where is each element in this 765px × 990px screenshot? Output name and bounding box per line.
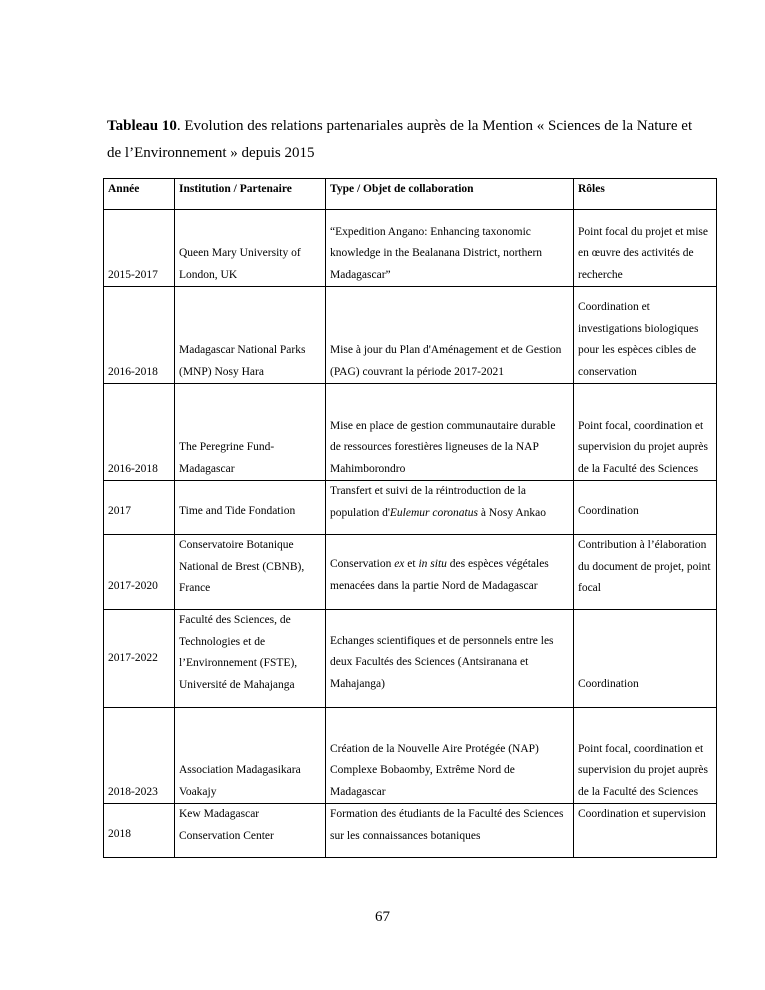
cell-year: 2018 — [104, 804, 175, 858]
cell-collaboration-type — [326, 535, 574, 610]
cell-year: 2016-2018 — [104, 287, 175, 384]
cell-institution: Kew Madagascar Conservation Center — [175, 804, 326, 858]
cell-collaboration-type: Mise à jour du Plan d'Aménagement et de Gestion (PAG) couvrant la période 2017-2021 — [326, 287, 574, 384]
page-number: 67 — [375, 909, 390, 925]
table-caption-label: Tableau 10 — [107, 118, 177, 134]
cell-roles: Point focal du projet et mise en œuvre des activités de recherche — [574, 210, 717, 287]
table-row — [104, 384, 717, 481]
cell-collaboration-type: Mise en place de gestion communautaire durable de ressources forestières ligneuses de la NAP Mahimborondro — [326, 384, 574, 481]
collaboration-type-text: des espèces végétales menacées dans la partie Nord de Madagascar — [330, 558, 549, 592]
table-caption — [107, 113, 707, 167]
cell-institution: Faculté des Sciences, de Technologies et de l’Environnement (FSTE), Université de Mahajanga — [175, 610, 326, 708]
collaboration-type-italic: in situ — [418, 558, 447, 570]
cell-roles: Coordination — [574, 610, 717, 708]
cell-year: 2017 — [104, 481, 175, 535]
partnership-table — [103, 178, 717, 858]
species-name: Eulemur coronatus — [389, 506, 478, 519]
cell-collaboration-type: Formation des étudiants de la Faculté des Sciences sur les connaissances botaniques — [326, 804, 574, 858]
column-header-collaboration-type: Type / Objet de collaboration — [326, 179, 574, 210]
table-row — [104, 287, 717, 384]
cell-year: 2018-2023 — [104, 708, 175, 804]
cell-year: 2016-2018 — [104, 384, 175, 481]
table-row — [104, 210, 717, 287]
cell-institution: Queen Mary University of London, UK — [175, 210, 326, 287]
cell-institution: Madagascar National Parks (MNP) Nosy Hara — [175, 287, 326, 384]
collaboration-type-text: à Nosy Ankao — [477, 506, 546, 519]
table-row — [104, 804, 717, 858]
table-row — [104, 481, 717, 535]
table-row — [104, 708, 717, 804]
cell-collaboration-type: “Expedition Angano: Enhancing taxonomic knowledge in the Bealanana District, northern Madagascar” — [326, 210, 574, 287]
column-header-roles: Rôles — [574, 179, 717, 210]
cell-collaboration-type — [326, 481, 574, 535]
cell-institution: The Peregrine Fund-Madagascar — [175, 384, 326, 481]
cell-institution: Conservatoire Botanique National de Brest (CBNB), France — [175, 535, 326, 610]
cell-roles: Coordination et supervision — [574, 804, 717, 858]
table-row — [104, 535, 717, 610]
cell-collaboration-type: Création de la Nouvelle Aire Protégée (NAP) Complexe Bobaomby, Extrême Nord de Madagascar — [326, 708, 574, 804]
cell-collaboration-type: Echanges scientifiques et de personnels entre les deux Facultés des Sciences (Antsiranana et Mahajanga) — [326, 610, 574, 708]
collaboration-type-text: et — [404, 558, 419, 570]
collaboration-type-text: Transfert et suivi de la réintroduction de la population d' — [330, 485, 526, 519]
table-row — [104, 610, 717, 708]
cell-roles: Coordination — [574, 481, 717, 535]
cell-year: 2017-2022 — [104, 610, 175, 708]
cell-roles: Point focal, coordination et supervision du projet auprès de la Faculté des Sciences — [574, 384, 717, 481]
collaboration-type-italic: ex — [394, 558, 405, 570]
cell-roles: Point focal, coordination et supervision du projet auprès de la Faculté des Sciences — [574, 708, 717, 804]
column-header-year: Année — [104, 179, 175, 210]
cell-institution: Time and Tide Fondation — [175, 481, 326, 535]
collaboration-type-text: Conservation — [330, 558, 395, 570]
cell-year: 2017-2020 — [104, 535, 175, 610]
table-header-row — [104, 179, 717, 210]
cell-roles: Coordination et investigations biologiques pour les espèces cibles de conservation — [574, 287, 717, 384]
column-header-institution: Institution / Partenaire — [175, 179, 326, 210]
table-caption-text: . Evolution des relations partenariales auprès de la Mention « Sciences de la Nature et de l’Environnement » depuis 2015 — [107, 118, 693, 161]
cell-year: 2015-2017 — [104, 210, 175, 287]
cell-institution: Association Madagasikara Voakajy — [175, 708, 326, 804]
cell-roles: Contribution à l’élaboration du document de projet, point focal — [574, 535, 717, 610]
